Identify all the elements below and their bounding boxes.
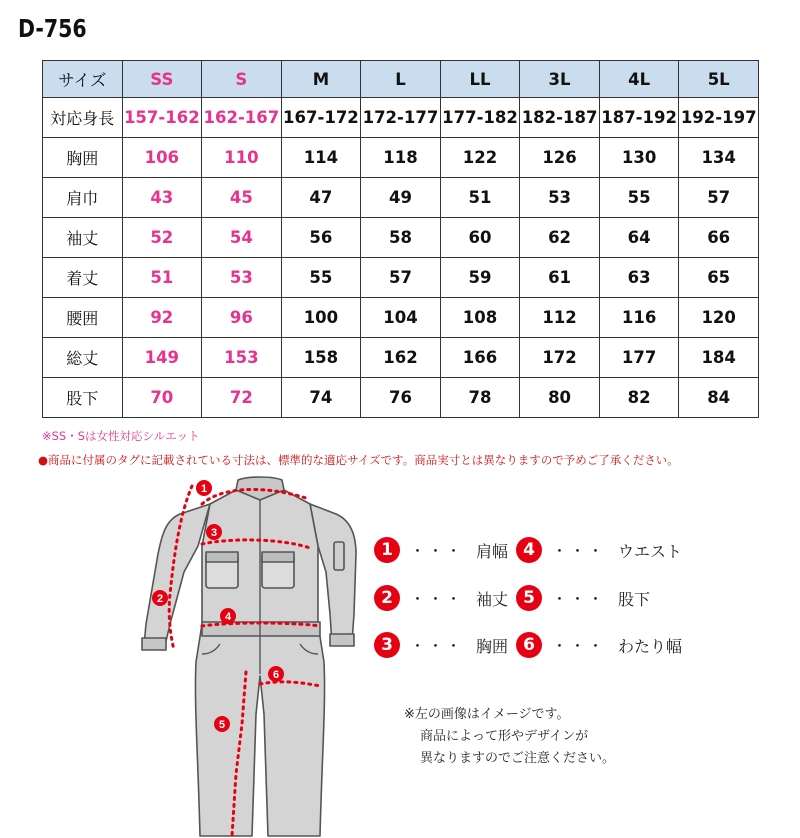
marker-1: 1 [200, 483, 208, 495]
legend-label: 肩幅 [476, 541, 509, 561]
size-value-cell: 116 [599, 298, 679, 338]
legend-label: 袖丈 [476, 589, 509, 609]
image-disclaimer [404, 704, 615, 770]
legend-item [374, 537, 508, 563]
size-value-cell: 43 [122, 178, 202, 218]
size-chart-table [42, 60, 759, 418]
legend-dots: ・・・ [552, 541, 607, 560]
size-value-cell: 45 [202, 178, 282, 218]
legend-label: 股下 [618, 589, 651, 609]
legend-dots: ・・・ [410, 636, 465, 655]
size-header-label: サイズ [43, 61, 123, 98]
size-row [43, 218, 759, 258]
size-header-cell: 5L [679, 61, 759, 98]
size-header-cell: M [281, 61, 361, 98]
size-header-cell: 4L [599, 61, 679, 98]
size-row [43, 138, 759, 178]
size-value-cell: 126 [520, 138, 600, 178]
row-label: 袖丈 [43, 218, 123, 258]
image-disclaimer-line: 異なりますのでご注意ください。 [420, 751, 616, 766]
size-value-cell: 66 [679, 218, 759, 258]
legend-label: 胸囲 [476, 636, 509, 656]
size-value-cell: 55 [599, 178, 679, 218]
legend-dots: ・・・ [410, 589, 465, 608]
size-value-cell: 92 [122, 298, 202, 338]
size-value-cell: 122 [440, 138, 520, 178]
size-disclaimer-note: ●商品に付属のタグに記載されている寸法は、標準的な適応サイズです。商品実寸とは異なりますので予めご了承ください。 [38, 453, 679, 467]
size-value-cell: 82 [599, 378, 679, 418]
size-value-cell: 172-177 [361, 98, 441, 138]
size-value-cell: 54 [202, 218, 282, 258]
size-value-cell: 96 [202, 298, 282, 338]
size-value-cell: 76 [361, 378, 441, 418]
size-row [43, 178, 759, 218]
size-value-cell: 52 [122, 218, 202, 258]
size-value-cell: 149 [122, 338, 202, 378]
size-row [43, 298, 759, 338]
legend-number: 1 [374, 537, 400, 563]
row-label: 着丈 [43, 258, 123, 298]
size-header-cell: LL [440, 61, 520, 98]
row-label: 対応身長 [43, 98, 123, 138]
size-value-cell: 51 [122, 258, 202, 298]
size-value-cell: 192-197 [679, 98, 759, 138]
legend-item [516, 585, 650, 611]
size-value-cell: 49 [361, 178, 441, 218]
size-value-cell: 84 [679, 378, 759, 418]
size-value-cell: 100 [281, 298, 361, 338]
size-value-cell: 112 [520, 298, 600, 338]
size-value-cell: 184 [679, 338, 759, 378]
coverall-illustration [142, 477, 356, 836]
female-silhouette-note: ※SS・Sは女性対応シルエット [42, 429, 200, 443]
size-value-cell: 187-192 [599, 98, 679, 138]
size-value-cell: 53 [520, 178, 600, 218]
size-row [43, 378, 759, 418]
size-value-cell: 57 [361, 258, 441, 298]
size-value-cell: 130 [599, 138, 679, 178]
size-value-cell: 134 [679, 138, 759, 178]
size-value-cell: 59 [440, 258, 520, 298]
size-value-cell: 63 [599, 258, 679, 298]
row-label: 股下 [43, 378, 123, 418]
size-value-cell: 64 [599, 218, 679, 258]
legend-number: 4 [516, 537, 542, 563]
legend-number: 5 [516, 585, 542, 611]
legend-number: 3 [374, 632, 400, 658]
legend-label: ウエスト [618, 541, 683, 561]
row-label: 総丈 [43, 338, 123, 378]
size-value-cell: 162 [361, 338, 441, 378]
legend-number: 6 [516, 632, 542, 658]
size-value-cell: 65 [679, 258, 759, 298]
size-row [43, 258, 759, 298]
size-value-cell: 58 [361, 218, 441, 258]
size-value-cell: 53 [202, 258, 282, 298]
product-code: D-756 [18, 14, 87, 43]
size-value-cell: 70 [122, 378, 202, 418]
legend-dots: ・・・ [552, 589, 607, 608]
size-value-cell: 62 [520, 218, 600, 258]
size-value-cell: 61 [520, 258, 600, 298]
row-label: 腰囲 [43, 298, 123, 338]
size-header-row [43, 61, 759, 98]
size-value-cell: 106 [122, 138, 202, 178]
row-label: 肩巾 [43, 178, 123, 218]
legend-number: 2 [374, 585, 400, 611]
size-value-cell: 182-187 [520, 98, 600, 138]
size-value-cell: 110 [202, 138, 282, 178]
legend-item [516, 537, 682, 563]
size-value-cell: 72 [202, 378, 282, 418]
size-value-cell: 47 [281, 178, 361, 218]
marker-5: 5 [218, 719, 226, 731]
row-label: 胸囲 [43, 138, 123, 178]
size-value-cell: 104 [361, 298, 441, 338]
size-value-cell: 55 [281, 258, 361, 298]
marker-6: 6 [272, 669, 280, 681]
marker-4: 4 [224, 611, 232, 623]
size-value-cell: 177-182 [440, 98, 520, 138]
size-value-cell: 57 [679, 178, 759, 218]
size-value-cell: 78 [440, 378, 520, 418]
size-header-cell: SS [122, 61, 202, 98]
size-value-cell: 166 [440, 338, 520, 378]
legend-item [374, 632, 508, 658]
size-value-cell: 114 [281, 138, 361, 178]
size-value-cell: 51 [440, 178, 520, 218]
size-value-cell: 167-172 [281, 98, 361, 138]
size-value-cell: 74 [281, 378, 361, 418]
size-value-cell: 158 [281, 338, 361, 378]
size-value-cell: 172 [520, 338, 600, 378]
legend-dots: ・・・ [552, 636, 607, 655]
size-header-cell: 3L [520, 61, 600, 98]
marker-2: 2 [156, 593, 164, 605]
size-value-cell: 157-162 [122, 98, 202, 138]
legend-label: わたり幅 [618, 636, 683, 656]
size-value-cell: 153 [202, 338, 282, 378]
coverall-diagram [140, 474, 380, 838]
size-value-cell: 56 [281, 218, 361, 258]
size-value-cell: 162-167 [202, 98, 282, 138]
image-disclaimer-line: 商品によって形やデザインが [420, 729, 589, 744]
size-value-cell: 80 [520, 378, 600, 418]
size-value-cell: 120 [679, 298, 759, 338]
size-value-cell: 177 [599, 338, 679, 378]
size-value-cell: 60 [440, 218, 520, 258]
legend-item [374, 585, 508, 611]
marker-3: 3 [210, 527, 218, 539]
size-row [43, 98, 759, 138]
size-header-cell: S [202, 61, 282, 98]
legend-dots: ・・・ [410, 541, 465, 560]
size-row [43, 338, 759, 378]
legend-item [516, 632, 682, 658]
size-header-cell: L [361, 61, 441, 98]
image-disclaimer-line: ※左の画像はイメージです。 [404, 707, 570, 722]
size-value-cell: 108 [440, 298, 520, 338]
size-value-cell: 118 [361, 138, 441, 178]
